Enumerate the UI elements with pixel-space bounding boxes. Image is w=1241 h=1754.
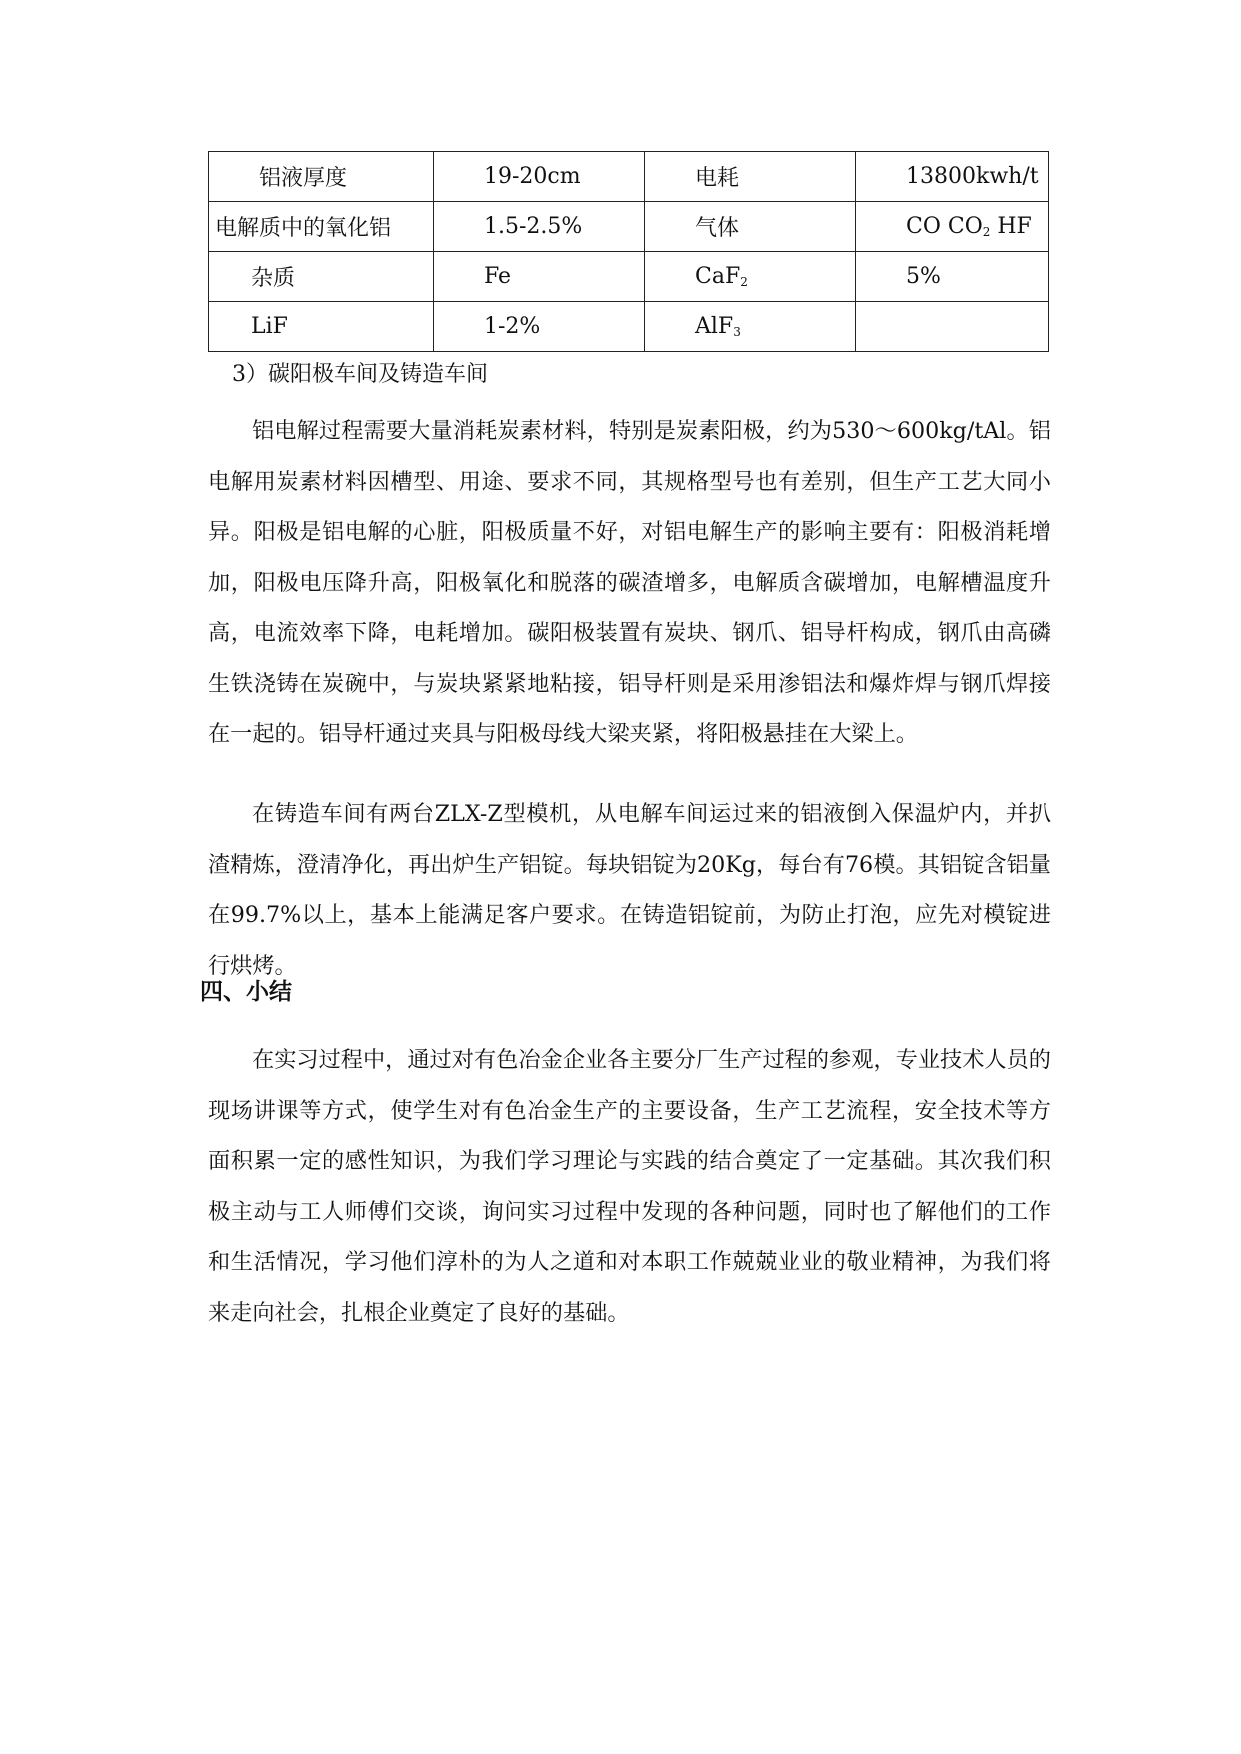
table-cell: 气体	[645, 202, 856, 252]
cell-text: CO CO	[906, 214, 983, 239]
table-cell: Fe	[434, 252, 645, 302]
table-cell: 19-20cm	[434, 152, 645, 202]
table-cell: 电解质中的氧化铝	[209, 202, 434, 252]
table-cell	[645, 302, 856, 352]
subheading: 3）碳阳极车间及铸造车间	[232, 362, 488, 387]
table-cell: 电耗	[645, 152, 856, 202]
table-row	[209, 152, 1049, 202]
table-row	[209, 252, 1049, 302]
parameter-table	[208, 151, 1049, 352]
table-cell	[856, 202, 1049, 252]
table-row	[209, 302, 1049, 352]
paragraph: 在铸造车间有两台ZLX-Z型模机，从电解车间运过来的铝液倒入保温炉内，并扒渣精炼，澄清净化，再出炉生产铝锭。每块铝锭为20Kg，每台有76模。其铝锭含铝量在99.7%以上，基本上能满足客户要求。在铸造铝锭前，为防止打泡，应先对模锭进行烘烤。	[208, 801, 1051, 979]
subscript: 2	[740, 275, 748, 289]
table-cell: 5%	[856, 252, 1049, 302]
table-row	[209, 202, 1049, 252]
cell-text: HF	[990, 214, 1032, 239]
table-cell: 1.5-2.5%	[434, 202, 645, 252]
table-cell: 杂质	[209, 252, 434, 302]
table-cell: 铝液厚度	[209, 152, 434, 202]
table-cell	[856, 302, 1049, 352]
cell-text: CaF	[695, 264, 741, 289]
table-cell: 13800kwh/t	[856, 152, 1049, 202]
table-cell: 1-2%	[434, 302, 645, 352]
subscript: 3	[733, 325, 741, 339]
section-heading: 四、小结	[200, 979, 292, 1005]
subscript: 2	[982, 225, 991, 239]
cell-text: AlF	[695, 314, 734, 339]
table-cell	[645, 252, 856, 302]
paragraph: 在实习过程中，通过对有色冶金企业各主要分厂生产过程的参观，专业技术人员的现场讲课等方式，使学生对有色冶金生产的主要设备，生产工艺流程，安全技术等方面积累一定的感性知识，为我们学习理论与实践的结合奠定了一定基础。其次我们积极主动与工人师傅们交谈，询问实习过程中发现的各种问题，同时也了解他们的工作和生活情况，学习他们淳朴的为人之道和对本职工作兢兢业业的敬业精神，为我们将来走向社会，扎根企业奠定了良好的基础。	[208, 1047, 1051, 1326]
table-cell: LiF	[209, 302, 434, 352]
paragraph: 铝电解过程需要大量消耗炭素材料，特别是炭素阳极，约为530～600kg/tAl。铝电解用炭素材料因槽型、用途、要求不同，其规格型号也有差别，但生产工艺大同小异。阳极是铝电解的心脏，阳极质量不好，对铝电解生产的影响主要有：阳极消耗增加，阳极电压降升高，阳极氧化和脱落的碳渣增多，电解质含碳增加，电解槽温度升高，电流效率下降，电耗增加。碳阳极装置有炭块、钢爪、铝导杆构成，钢爪由高磷生铁浇铸在炭碗中，与炭块紧紧地粘接，铝导杆则是采用渗铝法和爆炸焊与钢爪焊接在一起的。铝导杆通过夹具与阳极母线大梁夹紧，将阳极悬挂在大梁上。	[208, 418, 1051, 747]
